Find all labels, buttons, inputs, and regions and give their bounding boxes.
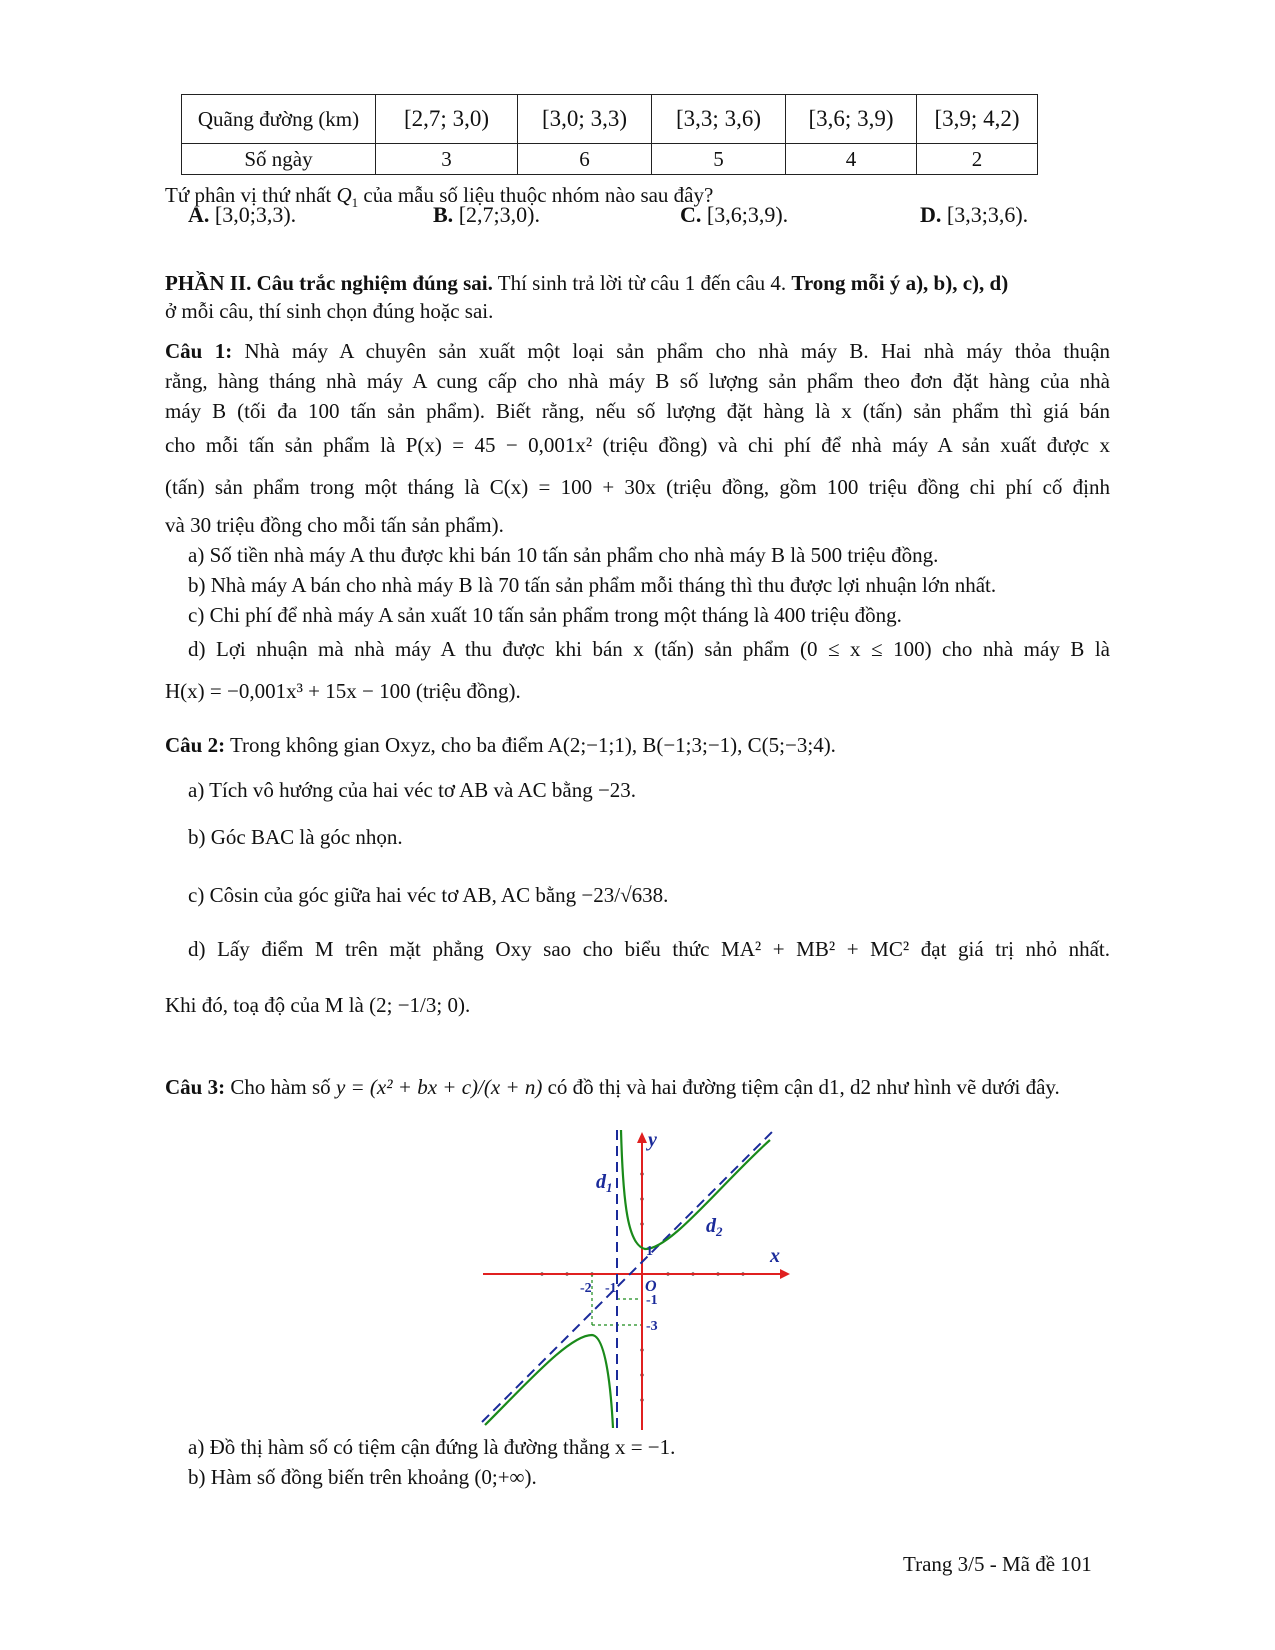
tick-label-x-neg1: -1 [605,1281,617,1296]
cau1-line-2: rằng, hàng tháng nhà máy A cung cấp cho nhà máy B số lượng sản phẩm theo đơn đặt hàng của nhà [165,369,1110,393]
table-header-row [182,95,1038,144]
cau3-statement-a: a) Đồ thị hàm số có tiệm cận đứng là đường thẳng x = −1. [188,1435,676,1459]
curve-left-branch [485,1335,613,1428]
table-interval: [3,0; 3,3) [518,95,652,144]
cau1-statement-d-cont: H(x) = −0,001x³ + 15x − 100 (triệu đồng). [165,679,521,703]
cau1-line-6: và 30 triệu đồng cho mỗi tấn sản phẩm). [165,513,504,537]
tick-label-y-1: 1 [646,1244,653,1259]
x-axis-arrow [780,1269,790,1279]
table-row-label: Số ngày [182,144,376,175]
axis-label-y: y [648,1130,657,1151]
cau2-intro: Câu 2: Trong không gian Oxyz, cho ba điểm A(2;−1;1), B(−1;3;−1), C(5;−3;4). [165,733,836,757]
table-interval: [3,9; 4,2) [917,95,1038,144]
table-cell: 6 [518,144,652,175]
cau1-statement-c: c) Chi phí để nhà máy A sản xuất 10 tấn sản phẩm trong một tháng là 400 triệu đồng. [188,603,902,627]
table-cell: 2 [917,144,1038,175]
option-a[interactable]: A. [3,0;3,3). [188,202,297,227]
cau2-statement-d: d) Lấy điểm M trên mặt phẳng Oxy sao cho biểu thức MA² + MB² + MC² đạt giá trị nhỏ nhất. [188,937,1110,961]
table-header-label: Quãng đường (km) [182,95,376,144]
tick-label-y-neg3: -3 [646,1319,658,1334]
page-footer: Trang 3/5 - Mã đề 101 [903,1552,1092,1576]
cau1-statement-a: a) Số tiền nhà máy A thu được khi bán 10 tấn sản phẩm cho nhà máy B là 500 triệu đồng. [188,543,939,567]
table-cell: 4 [786,144,917,175]
table-cell: 5 [652,144,786,175]
cau2-statement-b: b) Góc BAC là góc nhọn. [188,825,403,849]
function-graph [480,1130,800,1450]
d1-label: $d_1$ [596,1171,613,1195]
tick-label-y-neg1: -1 [646,1293,658,1308]
y-axis-arrow [637,1132,647,1143]
cau2-statement-c: c) Côsin của góc giữa hai véc tơ AB, AC bằng −23/√638. [188,883,669,907]
tick-label-x-neg2: -2 [580,1281,592,1296]
curve-right-branch [621,1130,770,1249]
cau2-statement-d-cont: Khi đó, toạ độ của M là (2; −1/3; 0). [165,993,471,1017]
table-interval: [3,6; 3,9) [786,95,917,144]
cau1-statement-d: d) Lợi nhuận mà nhà máy A thu được khi bán x (tấn) sản phẩm (0 ≤ x ≤ 100) cho nhà máy B là [188,637,1110,661]
frequency-table [181,94,1038,175]
option-c[interactable]: C. [3,6;3,9). [680,202,789,227]
axis-label-x: x [770,1245,780,1267]
cau1-line-5: (tấn) sản phẩm trong một tháng là C(x) = 100 + 30x (triệu đồng, gồm 100 triệu đồng chi phí cố định [165,475,1110,499]
cau3-intro: Câu 3: Cho hàm số y = (x² + bx + c)/(x + n) có đồ thị và hai đường tiệm cận d1, d2 như hình vẽ dưới đây. [165,1075,1060,1099]
table-interval: [3,3; 3,6) [652,95,786,144]
option-b[interactable]: B. [2,7;3,0). [433,202,540,227]
cau1-line-1: Câu 1: Nhà máy A chuyên sản xuất một loại sản phẩm cho nhà máy B. Hai nhà máy thỏa thuận [165,339,1111,363]
cau1-line-4: cho mỗi tấn sản phẩm là P(x) = 45 − 0,001x² (triệu đồng) và chi phí để nhà máy A sản xuất được x [165,433,1110,457]
cau1-line-3: máy B (tối đa 100 tấn sản phẩm). Biết rằng, nếu số lượng đặt hàng là x (tấn) sản phẩm thì giá bán [165,399,1110,423]
table-row [182,144,1038,175]
origin-label: O [645,1278,657,1295]
quartile-question: Tứ phân vị thứ nhất $Q_1$ của mẫu số liệu thuộc nhóm nào sau đây? [165,183,714,211]
cau3-statement-b: b) Hàm số đồng biến trên khoảng (0;+∞). [188,1465,537,1489]
part2-heading-line2: ở mỗi câu, thí sinh chọn đúng hoặc sai. [165,299,494,323]
part2-heading: PHẦN II. Câu trắc nghiệm đúng sai. Thí sinh trả lời từ câu 1 đến câu 4. Trong mỗi ý a), b), c), d) [165,271,1009,295]
cau1-statement-b: b) Nhà máy A bán cho nhà máy B là 70 tấn sản phẩm mỗi tháng thì thu được lợi nhuận lớn nhất. [188,573,997,597]
table-interval: [2,7; 3,0) [376,95,518,144]
cau2-statement-a: a) Tích vô hướng của hai véc tơ AB và AC bằng −23. [188,778,637,802]
d2-label: $d_2$ [706,1215,723,1239]
table-cell: 3 [376,144,518,175]
asymptote-d2 [482,1131,773,1422]
option-d[interactable]: D. [3,3;3,6). [920,202,1029,227]
